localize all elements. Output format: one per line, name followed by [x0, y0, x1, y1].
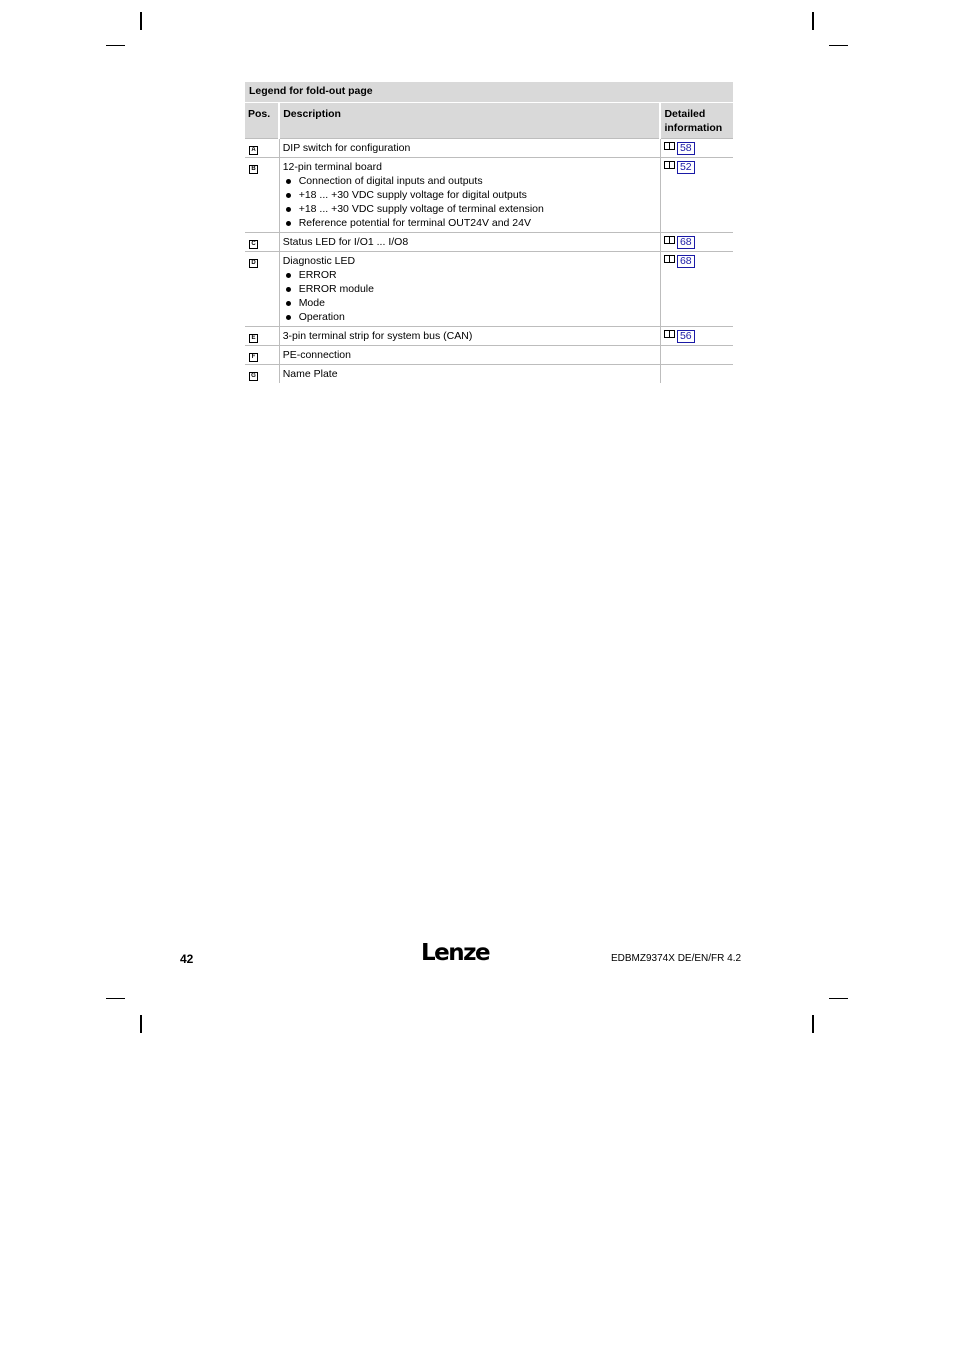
page-reference [664, 236, 695, 248]
header-description: Description [279, 103, 660, 139]
pos-cell [245, 346, 279, 365]
pos-label: B [249, 165, 258, 174]
pos-label: F [249, 353, 258, 362]
table-row [245, 327, 733, 346]
table-row [245, 346, 733, 365]
description-text: PE-connection [282, 349, 351, 361]
info-cell [660, 158, 733, 233]
legend-table [245, 82, 733, 383]
description-text: DIP switch for configuration [282, 142, 411, 154]
pos-label: C [249, 240, 258, 249]
bullet-list [283, 174, 657, 230]
table-row [245, 139, 733, 158]
page-link[interactable]: 68 [677, 236, 695, 249]
crop-mark [829, 998, 848, 999]
lenze-logo: Lenze [421, 940, 490, 966]
pos-cell [245, 327, 279, 346]
table-title: Legend for fold-out page [245, 82, 733, 103]
bullet-list [283, 268, 657, 324]
description-cell [279, 158, 660, 233]
description-cell [279, 346, 660, 365]
list-item: Reference potential for terminal OUT24V and 24V [283, 216, 657, 230]
book-icon [664, 330, 675, 338]
description-cell [279, 233, 660, 252]
crop-mark [812, 12, 814, 30]
pos-cell [245, 233, 279, 252]
info-cell [660, 327, 733, 346]
page-number: 42 [180, 952, 194, 966]
book-icon [664, 236, 675, 244]
pos-label: A [249, 146, 258, 155]
header-pos: Pos. [245, 103, 279, 139]
pos-cell [245, 365, 279, 384]
description-cell [279, 139, 660, 158]
pos-label: D [249, 259, 258, 268]
crop-mark [140, 12, 142, 30]
list-item: Mode [283, 296, 657, 310]
description-text: 3-pin terminal strip for system bus (CAN) [282, 330, 473, 342]
table-row [245, 365, 733, 384]
table-row [245, 252, 733, 327]
list-item: +18 ... +30 VDC supply voltage for digital outputs [283, 188, 657, 202]
page-link[interactable]: 68 [677, 255, 695, 268]
info-cell [660, 139, 733, 158]
table-row [245, 233, 733, 252]
list-item: ERROR [283, 268, 657, 282]
list-item: +18 ... +30 VDC supply voltage of terminal extension [283, 202, 657, 216]
page-reference [664, 142, 695, 154]
description-cell [279, 327, 660, 346]
page-link[interactable]: 56 [677, 330, 695, 343]
description-cell [279, 252, 660, 327]
book-icon [664, 255, 675, 263]
crop-mark [829, 45, 848, 46]
document-id: EDBMZ9374X DE/EN/FR 4.2 [611, 953, 742, 964]
pos-label: G [249, 372, 258, 381]
crop-mark [812, 1015, 814, 1033]
list-item: ERROR module [283, 282, 657, 296]
list-item: Operation [283, 310, 657, 324]
info-cell [660, 252, 733, 327]
page-reference [664, 255, 695, 267]
table-row [245, 158, 733, 233]
pos-cell [245, 252, 279, 327]
description-text: 12-pin terminal board [282, 161, 382, 173]
info-cell [660, 346, 733, 365]
pos-cell [245, 139, 279, 158]
crop-mark [106, 998, 125, 999]
description-text: Status LED for I/O1 ... I/O8 [282, 236, 409, 248]
info-cell [660, 365, 733, 384]
crop-mark [140, 1015, 142, 1033]
book-icon [664, 142, 675, 150]
info-cell [660, 233, 733, 252]
pos-cell [245, 158, 279, 233]
list-item: Connection of digital inputs and outputs [283, 174, 657, 188]
description-cell [279, 365, 660, 384]
description-text: Diagnostic LED [282, 255, 356, 267]
page-reference [664, 330, 695, 342]
page-link[interactable]: 52 [677, 161, 695, 174]
header-info: Detailed information [660, 103, 733, 139]
page-reference [664, 161, 695, 173]
crop-mark [106, 45, 125, 46]
pos-label: E [249, 334, 258, 343]
page-link[interactable]: 58 [677, 142, 695, 155]
book-icon [664, 161, 675, 169]
description-text: Name Plate [282, 368, 338, 380]
